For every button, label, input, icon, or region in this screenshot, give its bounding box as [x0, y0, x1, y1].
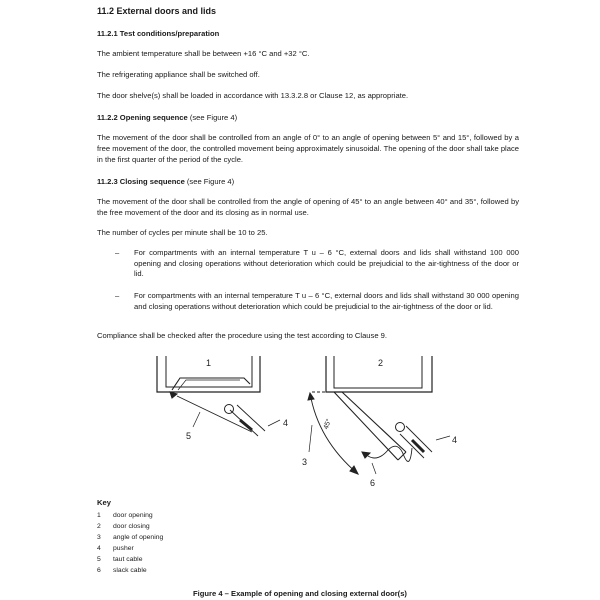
bullet-item-30000: For compartments with an internal temperature T u – 6 °C, external doors and lids shall withstand 30 000 opening and closing operations without deterioration which could be prejudicial to the air-tightness of the door or lid. [134, 291, 519, 311]
key-item [97, 522, 150, 533]
paragraph-closing-movement: The movement of the door shall be controlled from the angle of opening of 45° to an angle between 40° and 35°, followed by the free movement of the door and its closing as in normal use. [97, 197, 519, 217]
paragraph-opening-movement: The movement of the door shall be controlled from an angle of 0° to an angle of opening between 5° and 15°, followed by a free movement of the door, the controlled movement being approximately sinusoidal. The opening of the door shall take place in the first quarter of the period of the cycle. [97, 133, 519, 164]
figure-label-6: 6 [370, 478, 376, 488]
key-item [97, 566, 147, 577]
leader-6 [372, 463, 376, 474]
paragraph-switched-off: The refrigerating appliance shall be switched off. [97, 70, 260, 79]
key-item [97, 533, 163, 544]
key-item [97, 511, 153, 522]
pusher-1-body [240, 420, 252, 430]
section-title: 11.2 External doors and lids [97, 6, 217, 16]
paragraph-door-shelves: The door shelve(s) shall be loaded in accordance with 13.3.2.8 or Clause 12, as appropriate. [97, 91, 409, 100]
key-number: 6 [97, 567, 101, 574]
key-label: door closing [113, 523, 150, 530]
key-title: Key [97, 498, 111, 507]
bullet-item-100000: For compartments with an internal temperature T u – 6 °C, external doors and lids shall withstand 100 000 opening and closing operations without deterioration which could be prejudicial to the air-tightness of the door or lid. [134, 248, 519, 278]
slack-cable [368, 446, 412, 461]
pusher-1-ring [225, 405, 234, 414]
key-label: angle of opening [113, 534, 164, 541]
figure-label-4b: 4 [452, 435, 458, 445]
subsection-title-closing: 11.2.3 Closing sequence [97, 177, 185, 186]
leader-3 [309, 425, 312, 452]
pusher-2-ring [396, 423, 405, 432]
key-label: pusher [113, 545, 134, 552]
angle-label: 45° [322, 418, 333, 431]
figure-label-2: 2 [378, 358, 384, 368]
bullet-dash: – [115, 248, 120, 257]
key-item [97, 555, 142, 566]
arc-arrow-top [308, 393, 314, 400]
key-number: 4 [97, 545, 101, 552]
key-number: 1 [97, 512, 101, 519]
figure-reference: (see Figure 4) [187, 113, 238, 122]
arc-arrow-bottom [350, 466, 358, 474]
figure-label-3: 3 [302, 457, 308, 467]
leader-4a [268, 420, 280, 426]
subsection-title-opening: 11.2.2 Opening sequence [97, 113, 188, 122]
figure-label-1: 1 [206, 358, 212, 368]
key-number: 2 [97, 523, 101, 530]
figure-caption: Figure 4 – Example of opening and closing external door(s) [193, 589, 407, 598]
key-item [97, 544, 134, 555]
figure-label-4a: 4 [283, 418, 289, 428]
paragraph-compliance: Compliance shall be checked after the procedure using the test according to Clause 9. [97, 331, 387, 340]
figure-reference: (see Figure 4) [184, 177, 235, 186]
key-number: 3 [97, 534, 101, 541]
opening-arc [310, 393, 358, 474]
key-number: 5 [97, 556, 101, 563]
subsection-title-test-conditions: 11.2.1 Test conditions/preparation [97, 29, 220, 38]
taut-cable [177, 396, 252, 432]
key-label: slack cable [113, 567, 147, 574]
leader-4b [436, 436, 450, 440]
paragraph-cycles-per-minute: The number of cycles per minute shall be 10 to 25. [97, 228, 268, 237]
figure-label-5: 5 [186, 431, 192, 441]
key-label: taut cable [113, 556, 143, 563]
door-1-inner [178, 380, 240, 390]
paragraph-ambient-temperature: The ambient temperature shall be between +16 °C and +32 °C. [97, 49, 310, 58]
hinge-2 [362, 452, 370, 458]
bullet-dash: – [115, 291, 120, 300]
leader-5 [193, 412, 200, 427]
key-label: door opening [113, 512, 153, 519]
hinge-1 [170, 392, 177, 398]
